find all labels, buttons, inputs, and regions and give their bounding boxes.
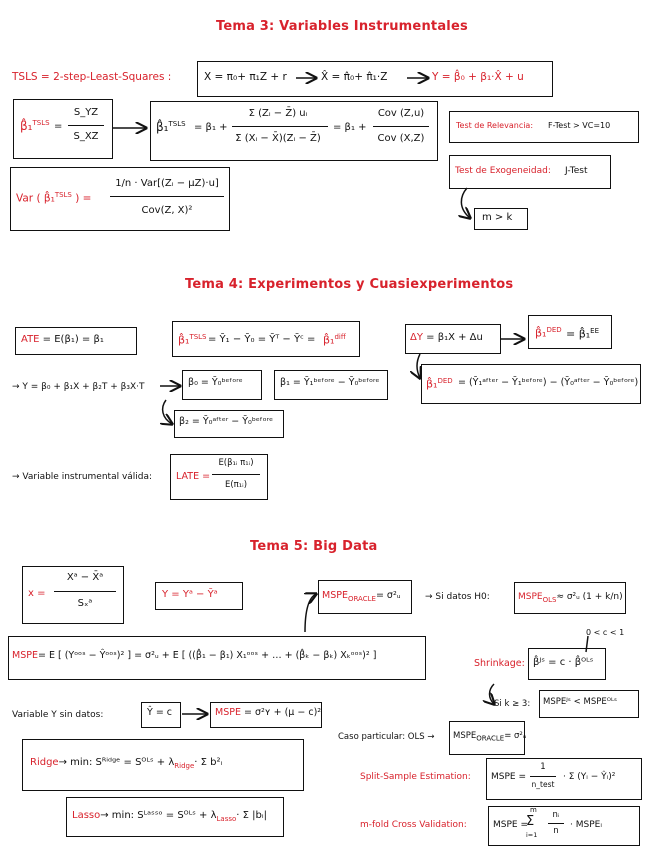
tema3-title: Tema 3: Variables Instrumentales: [216, 19, 468, 34]
tema4-title: Tema 4: Experimentos y Cuasiexperimentos: [185, 277, 514, 292]
var-b1-lhs: Var ( β̂₁$^{TSLS}$ ) =: [16, 191, 92, 205]
ate-eq: ATE = E(β₁) = β₁: [21, 334, 104, 345]
b1-exp-lhs: β̂₁$^{TSLS}$: [156, 120, 186, 134]
chain-stage-1: X = π₀+ π₁Z + r: [204, 71, 287, 83]
var-y-eq: Ŷ = c: [147, 707, 173, 718]
shrinkage-eq: β̂ᴶˢ = c · β̂ᴼᴸˢ: [533, 657, 594, 668]
split-frac-den: n_test: [531, 780, 555, 789]
b1-exp-b1: = β₁ +: [194, 122, 228, 133]
equals-sign: =: [54, 121, 63, 132]
chain-stage-2: X̂ = π̂₀+ π̂₁·Z: [321, 71, 388, 83]
mspe-eq: MSPE= E [ (Yᵒᵒˢ − Ŷᵒᵒˢ)² ] = σ²ᵤ + E [ ((β̂₁ − β₁) X₁ᵒᵒˢ + … + (β̂ₖ − βₖ) Xₖᵒᵒˢ)² ]: [12, 650, 377, 661]
late-label: LATE =: [176, 471, 211, 482]
curved-arrow-icon: [461, 188, 470, 218]
b1-exp-num2: Cov (Z,u): [377, 108, 425, 119]
mfold-label: m-fold Cross Validation:: [360, 820, 467, 830]
relevancia-value: F-Test > VC=10: [548, 121, 611, 130]
b0-eq: β₀ = Ȳ₀ᵇᵉᶠᵒʳᵉ: [188, 377, 243, 388]
mfold-bot: i=1: [526, 831, 538, 839]
b1-exp-num: Σ (Zᵢ − Z̄) uᵢ: [248, 108, 308, 119]
mfold-frac-den: n: [553, 826, 559, 836]
chain-stage-3: Y = β̂₀ + β₁·X̂ + u: [432, 71, 524, 83]
var-y-label: Variable Y sin datos:: [12, 710, 104, 720]
ridge-eq: Ridge→ min: Sᴿⁱᵈᵍᵉ = Sᴼᴸˢ + $\lambda_{Ridge}\cdot \Sigma$ b²ᵢ: [30, 757, 223, 770]
x-std-lhs: x =: [28, 588, 46, 599]
y-std: Y = Yᵃ − Ȳᵃ: [162, 589, 218, 600]
iv-valid-label: → Variable instrumental válida:: [12, 472, 153, 482]
split-frac-num: 1: [540, 762, 546, 772]
x-std-den: Sₓᵃ: [77, 598, 93, 609]
curved-arrow-icon: [417, 354, 420, 378]
split-sum: · Σ (Yᵢ − Ŷᵢ)²: [563, 772, 616, 782]
split-label: Split-Sample Estimation:: [360, 772, 471, 782]
var-b1-den: Cov(Z, X)²: [141, 205, 193, 216]
did-model: → Y = β₀ + β₁X + β₂T + β₃X·T: [12, 382, 145, 392]
b1-did-eq: β₁ = Ȳ₁ᵇᵉᶠᵒʳᵉ − Ȳ₀ᵇᵉᶠᵒʳᵉ: [280, 377, 380, 388]
x-std-num: Xᵃ − X̄ᵃ: [66, 572, 104, 583]
b1-dd-lhs: β̂₁$^{DED}$: [535, 326, 562, 340]
b1-exp-den2: Cov (X,Z): [377, 133, 425, 144]
tsls-label: TSLS = 2-step-Least-Squares :: [12, 71, 172, 83]
k-mspe: MSPEᴶˢ < MSPEᴼᴸˢ: [543, 697, 618, 707]
m-gt-k: m > k: [482, 212, 513, 223]
curved-arrow-icon: [490, 684, 495, 704]
ols-mspe-eq: $MSPE_{OLS}\approx$ σ²ᵤ (1 + k/n): [518, 592, 623, 604]
b1-diff-lhs: β̂₁$^{TSLS}$: [178, 333, 207, 347]
k-cond: Si k ≥ 3:: [494, 699, 531, 709]
b1-tsls-num: S_YZ: [73, 107, 99, 118]
var-b1-num: 1/n · Var[(Zᵢ − μZ)·u]: [115, 178, 219, 189]
b1-dd-long-rhs: = (Ȳ₁ᵃᶠᵗᵉʳ − Ȳ₁ᵇᵉᶠᵒʳᵉ) − (Ȳ₀ᵃᶠᵗᵉʳ − Ȳ₀ᵇᵉᶠᵒʳᵉ): [458, 377, 639, 388]
b1-diff-end: β̂₁$^{diff}$: [323, 333, 346, 347]
late-num: E(β₁ᵢ π₁ᵢ): [218, 458, 254, 468]
b1-dd-long-lhs: β̂₁$^{DED}$: [426, 377, 453, 391]
b2-eq: β₂ = Ȳ₀ᵃᶠᵗᵉʳ − Ȳ₀ᵇᵉᶠᵒʳᵉ: [179, 416, 274, 427]
var-y-mspe: MSPE = σ²ʏ + (μ − c)²: [215, 707, 322, 718]
mfold-tail: · MSPEᵢ: [570, 820, 602, 830]
relevancia-label: Test de Relevancia:: [456, 121, 534, 130]
mfold-top: m: [530, 806, 537, 814]
exogeneidad-value: J-Test: [565, 166, 588, 176]
b1-tsls-den: S_XZ: [73, 131, 99, 142]
oracle-eq: $MSPE_{ORACLE}=$ σ²ᵤ: [322, 590, 401, 603]
curved-arrow-icon: [305, 594, 316, 632]
late-den: E(π₁ᵢ): [224, 480, 248, 490]
c-range: 0 < c < 1: [586, 628, 625, 637]
tema5-title: Tema 5: Big Data: [250, 539, 378, 554]
caso-label: Caso particular: OLS →: [338, 732, 435, 742]
b1-diff-rhs: = Ȳ₁ − Ȳ₀ = Ȳᵀ − Ȳᶜ =: [208, 334, 316, 345]
lasso-eq: Lasso→ min: Sᴸᵃˢˢᵒ = Sᴼᴸˢ + $\lambda_{Lasso}\cdot \Sigma$ |bᵢ|: [72, 810, 268, 823]
mfold-eq: MSPE =: [493, 820, 528, 830]
b1-tsls-lhs: β̂₁$^{TSLS}$: [20, 119, 50, 133]
mfold-frac-num: nᵢ: [552, 810, 560, 820]
b1-dd-rhs: = β̂₁$^{EE}$: [566, 327, 600, 341]
caso-eq: $MSPE_{ORACLE}=$ σ²ᵤ: [453, 731, 527, 743]
b1-exp-den: Σ (Xᵢ − X̄)(Zᵢ − Z̄): [235, 133, 321, 144]
mfold-sum: Σ: [526, 814, 535, 829]
shrinkage-label: Shrinkage:: [474, 658, 525, 669]
dy-eq: ΔY = β₁X + Δu: [410, 332, 483, 343]
si-datos: → Si datos H0:: [425, 592, 490, 602]
c-pointer-line: [586, 636, 588, 652]
b1-exp-c: = β₁ +: [333, 122, 367, 133]
exogeneidad-label: Test de Exogeneidad:: [455, 166, 551, 176]
curved-arrow-icon: [163, 400, 172, 424]
split-eq: MSPE =: [491, 772, 526, 782]
